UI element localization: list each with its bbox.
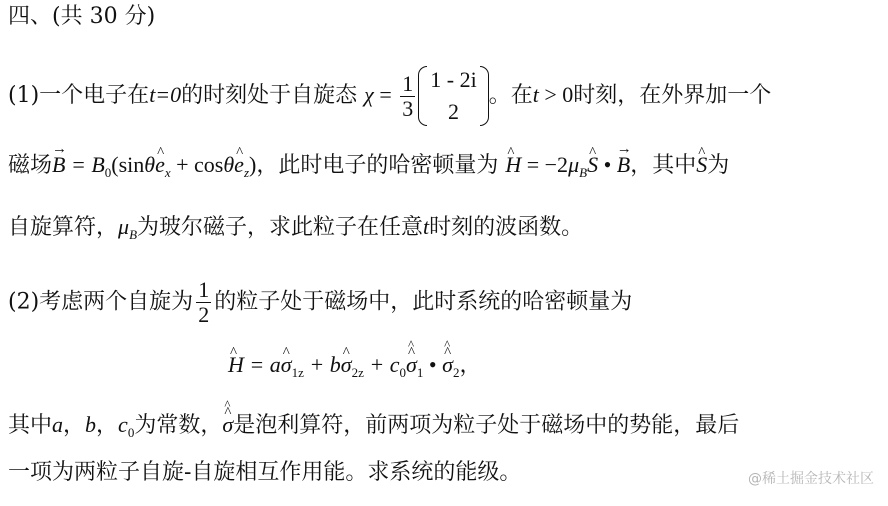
section-heading: 四、(共 30 分) <box>8 4 156 29</box>
text: 的时刻处于自旋态 <box>181 83 358 108</box>
mu-symbol: μ <box>568 152 580 177</box>
subscript: 2z <box>351 365 364 380</box>
math-t: t=0 <box>149 82 182 107</box>
text: 为玻尔磁子，求此粒子在任意 <box>137 215 424 240</box>
denominator: 3 <box>402 95 414 121</box>
subscript: 1z <box>291 365 304 380</box>
part-label: (2) <box>8 289 40 315</box>
text: 一个电子在 <box>39 83 150 108</box>
chi-symbol: χ <box>364 82 374 107</box>
text: 考虑两个自旋为 <box>39 289 194 315</box>
part2-line2 <box>8 410 739 448</box>
text: 其中 <box>8 413 53 438</box>
text: ， <box>63 413 86 438</box>
fraction-one-half <box>196 278 211 327</box>
mu-symbol: μ <box>118 214 130 239</box>
subscript: 0 <box>127 425 135 440</box>
dot: • <box>423 352 443 377</box>
subscript: B <box>579 165 588 180</box>
paren: ) <box>249 152 257 177</box>
math-B0: = B <box>65 152 105 177</box>
text: 的粒子处于磁场中，此时系统的哈密顿量为 <box>214 289 633 315</box>
vector-B: B → <box>617 150 630 180</box>
subscript: 1 <box>416 365 424 380</box>
watermark: @稀土掘金技术社区 <box>748 471 874 487</box>
part2-line3: 一项为两粒子自旋-自旋相互作用能。求系统的能级。 <box>8 460 522 485</box>
sigma-vector-operator: ^ σ ^ <box>442 350 453 380</box>
part-label: (1) <box>8 83 40 108</box>
sigma-operator: σ ^ <box>281 350 292 380</box>
math-eq: = a <box>243 352 281 377</box>
part1-line2 <box>8 150 729 188</box>
spin-state-vector <box>418 64 488 128</box>
part2-line1 <box>8 278 632 327</box>
math-gt0: > 0 <box>538 82 574 107</box>
subscript: 2 <box>452 365 460 380</box>
theta: θ <box>144 152 156 177</box>
numerator: 1 <box>402 70 414 96</box>
subscript: 0 <box>399 365 407 380</box>
theta: θ <box>223 152 235 177</box>
spin-operator-S: S ^ <box>696 150 707 180</box>
part1-line3 <box>8 212 583 250</box>
fraction-one-third <box>400 72 415 121</box>
text: 时刻，在外界加一个 <box>573 83 772 108</box>
sigma-vector-operator: ^ σ ^ <box>222 410 233 440</box>
vector-B: B → <box>52 150 65 180</box>
subscript: 0 <box>104 165 112 180</box>
text: 为 <box>707 153 730 178</box>
text: 自旋算符， <box>8 215 119 240</box>
unit-vector-ex: e ^ <box>155 150 165 180</box>
text: ， <box>459 353 482 378</box>
denominator: 2 <box>198 302 210 327</box>
vector-top: 1 - 2i <box>430 67 477 92</box>
math-t: t <box>423 214 430 239</box>
subscript: z <box>243 165 249 180</box>
text: 磁场 <box>8 153 53 178</box>
math-cos: + cos <box>170 152 224 177</box>
math-t: t <box>532 82 539 107</box>
spin-operator-S: S ^ <box>587 150 598 180</box>
text: ，此时电子的哈密顿量为 <box>256 153 499 178</box>
sigma-vector-operator: ^ σ ^ <box>406 350 417 380</box>
part2-equation <box>228 350 481 388</box>
hamiltonian-H: H ^ <box>228 350 244 380</box>
math-a: a <box>52 412 64 437</box>
part1-line1 <box>8 64 771 128</box>
text: 。在 <box>488 83 533 108</box>
subscript: B <box>129 227 138 242</box>
vector-bottom: 2 <box>448 99 459 124</box>
text: 为常数， <box>134 413 223 438</box>
subscript: x <box>164 165 171 180</box>
hamiltonian-H: H ^ <box>505 150 521 180</box>
text: 时刻的波函数。 <box>429 215 584 240</box>
math-b: + b <box>303 352 341 377</box>
math-c: + c <box>363 352 400 377</box>
unit-vector-ez: e ^ <box>234 150 244 180</box>
equals: = <box>373 82 398 107</box>
math-b: b <box>85 412 97 437</box>
math-eq: = −2 <box>521 152 569 177</box>
math-sin: (sin <box>111 152 145 177</box>
text: 是泡利算符，前两项为粒子处于磁场中的势能，最后 <box>233 413 740 438</box>
text: ， <box>96 413 119 438</box>
dot: • <box>598 152 617 177</box>
text: ，其中 <box>630 153 697 178</box>
sigma-operator: σ ^ <box>341 350 352 380</box>
numerator: 1 <box>198 277 210 302</box>
math-c: c <box>118 412 128 437</box>
